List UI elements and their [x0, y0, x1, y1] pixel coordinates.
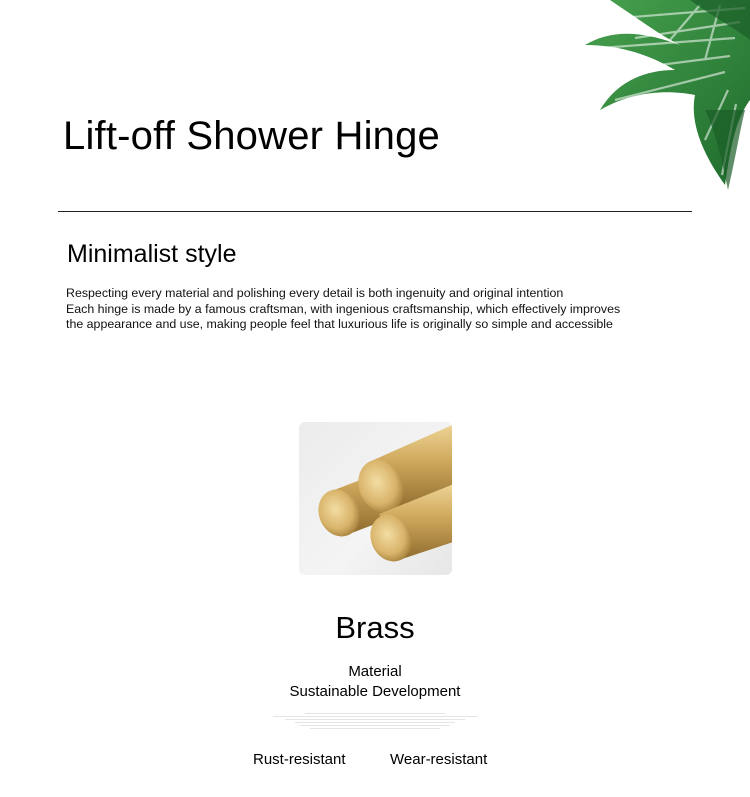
faint-decorative-lines: [270, 713, 480, 731]
feature-wear-resistant: Wear-resistant: [390, 751, 488, 768]
material-image: [299, 422, 452, 575]
header-divider: [58, 211, 692, 212]
brass-rods-icon: [299, 422, 452, 575]
description-line: Each hinge is made by a famous craftsman, with ingenious craftsmanship, which effectively improves: [66, 301, 621, 316]
palm-leaves-icon: [490, 0, 750, 200]
material-label: Material: [348, 663, 402, 680]
material-details: [0, 662, 750, 701]
material-tagline: Sustainable Development: [289, 682, 461, 700]
description-line: Respecting every material and polishing every detail is both ingenuity and original intention: [66, 286, 564, 300]
feature-rust-resistant: Rust-resistant: [253, 751, 346, 768]
page-title: Lift-off Shower Hinge: [63, 114, 440, 158]
description-line: the appearance and use, making people feel that luxurious life is originally so simple and accessible: [66, 317, 613, 331]
material-name: Brass: [335, 610, 415, 645]
section-description: [66, 286, 676, 333]
section-heading: Minimalist style: [67, 240, 237, 268]
